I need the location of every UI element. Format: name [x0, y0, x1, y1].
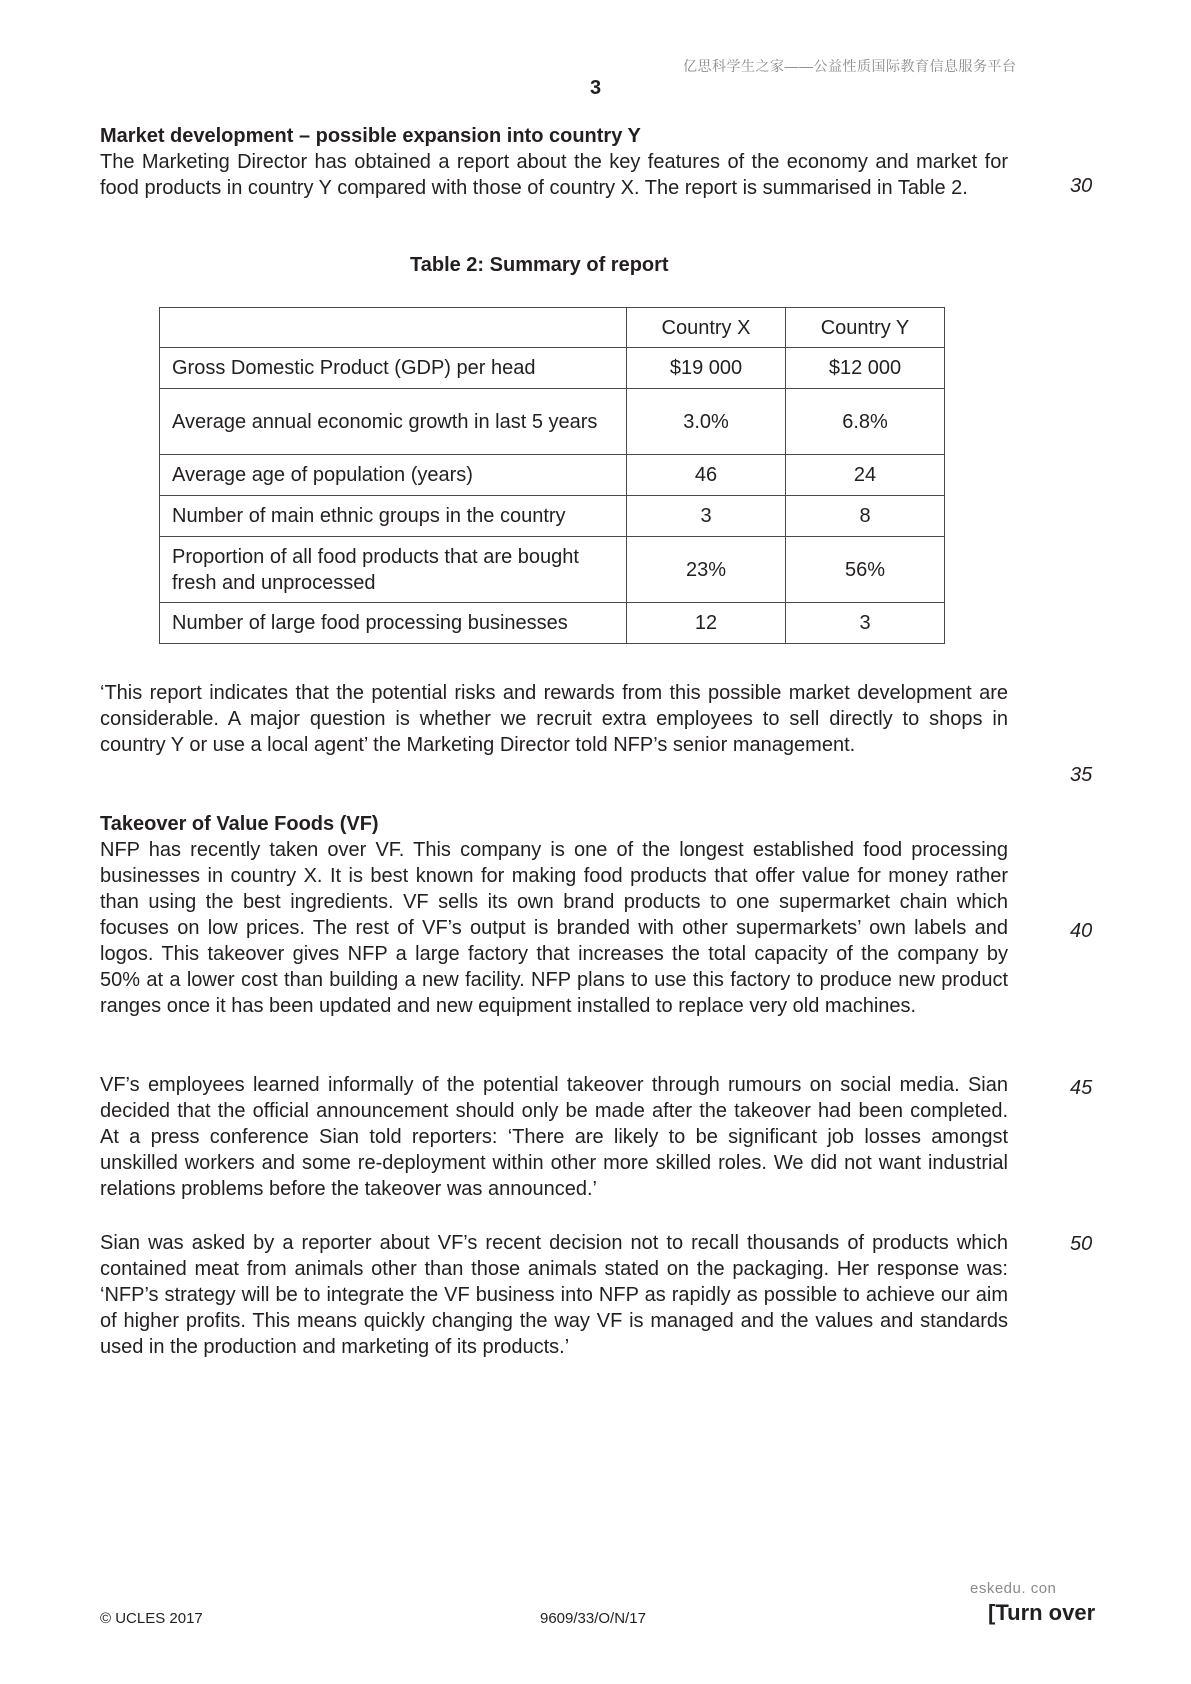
report-table: [159, 307, 945, 644]
section-heading-market-development: Market development – possible expansion into country Y: [100, 125, 641, 147]
footer-paper-code: 9609/33/O/N/17: [540, 1610, 646, 1627]
line-number-30: 30: [1070, 175, 1093, 197]
table-header-cell: Country Y: [786, 308, 945, 348]
table-row: [160, 348, 945, 389]
table-cell: 8: [786, 496, 945, 537]
turn-over-label: [Turn over: [988, 1600, 1096, 1625]
paragraph-text: The Marketing Director has obtained a report about the key features of the economy and market for food products in country Y compared with those of country X. The report is summarised in Table 2.: [100, 151, 1008, 199]
table-cell-label: Number of large food processing businesses: [160, 603, 627, 644]
page-number: 3: [590, 77, 602, 99]
paragraph-market-report: [100, 149, 1008, 201]
table-cell-label: Proportion of all food products that are bought fresh and unprocessed: [160, 537, 627, 603]
paragraph-takeover: [100, 837, 1008, 1019]
paragraph-text: ‘This report indicates that the potential risks and rewards from this possible market development are considerable. A major question is whether we recruit extra employees to sell directly to shops in country Y or use a local agent’ the Marketing Director told NFP’s senior management.: [100, 682, 1008, 756]
paragraph-recall: [100, 1230, 1008, 1360]
table-cell-label: Average annual economic growth in last 5 years: [160, 389, 627, 455]
table-cell: $19 000: [627, 348, 786, 389]
table-row: [160, 455, 945, 496]
table-cell: 3: [786, 603, 945, 644]
paragraph-text: VF’s employees learned informally of the potential takeover through rumours on social media. Sian decided that the official announcement should only be made after the takeover had been completed. At a press conference Sian told reporters: ‘There are likely to be significant job losses amongst unskilled workers and some re-deployment within other more skilled roles. We did not want industrial relations problems before the takeover was announced.’: [100, 1074, 1008, 1200]
section-heading-takeover: Takeover of Value Foods (VF): [100, 813, 379, 835]
table-cell: 3.0%: [627, 389, 786, 455]
table-row: [160, 537, 945, 603]
line-number-50: 50: [1070, 1233, 1093, 1255]
line-number-35: 35: [1070, 764, 1093, 786]
table-cell: 6.8%: [786, 389, 945, 455]
table-row: [160, 389, 945, 455]
paragraph-employees: [100, 1072, 1008, 1202]
table-cell: 12: [627, 603, 786, 644]
table-header-cell: Country X: [627, 308, 786, 348]
footer-copyright: © UCLES 2017: [100, 1610, 203, 1627]
table-cell: 46: [627, 455, 786, 496]
table-row: [160, 496, 945, 537]
table-header-row: [160, 308, 945, 348]
footer-watermark: eskedu. con: [970, 1580, 1057, 1597]
table-cell-label: Number of main ethnic groups in the country: [160, 496, 627, 537]
paragraph-text: NFP has recently taken over VF. This company is one of the longest established food processing businesses in country X. It is best known for making food products that offer value for money rather than using the best ingredients. VF sells its own brand products to one supermarket chain which focuses on low prices. The rest of VF’s output is branded with other supermarkets’ own labels and logos. This takeover gives NFP a large factory that increases the total capacity of the company by 50% at a lower cost than building a new facility. NFP plans to use this factory to produce new product ranges once it has been updated and new equipment installed to replace very old machines.: [100, 839, 1008, 1017]
table-row: [160, 603, 945, 644]
table-cell: 23%: [627, 537, 786, 603]
table-cell-label: Gross Domestic Product (GDP) per head: [160, 348, 627, 389]
paragraph-text: Sian was asked by a reporter about VF’s recent decision not to recall thousands of products which contained meat from animals other than those animals stated on the packaging. Her response was: ‘NFP’s strategy will be to integrate the VF business into NFP as rapidly as possible to achieve our aim of higher profits. This means quickly changing the way VF is managed and the values and standards used in the production and marketing of its products.’: [100, 1232, 1008, 1358]
table-cell: 24: [786, 455, 945, 496]
table-cell-label: Average age of population (years): [160, 455, 627, 496]
table-caption: Table 2: Summary of report: [410, 254, 669, 276]
table-cell: 56%: [786, 537, 945, 603]
paragraph-report-quote: [100, 680, 1008, 758]
line-number-45: 45: [1070, 1077, 1093, 1099]
table-cell: 3: [627, 496, 786, 537]
header-watermark: 亿思科学生之家——公益性质国际教育信息服务平台: [683, 58, 1017, 74]
table-header-cell: [160, 308, 627, 348]
table-cell: $12 000: [786, 348, 945, 389]
line-number-40: 40: [1070, 920, 1093, 942]
